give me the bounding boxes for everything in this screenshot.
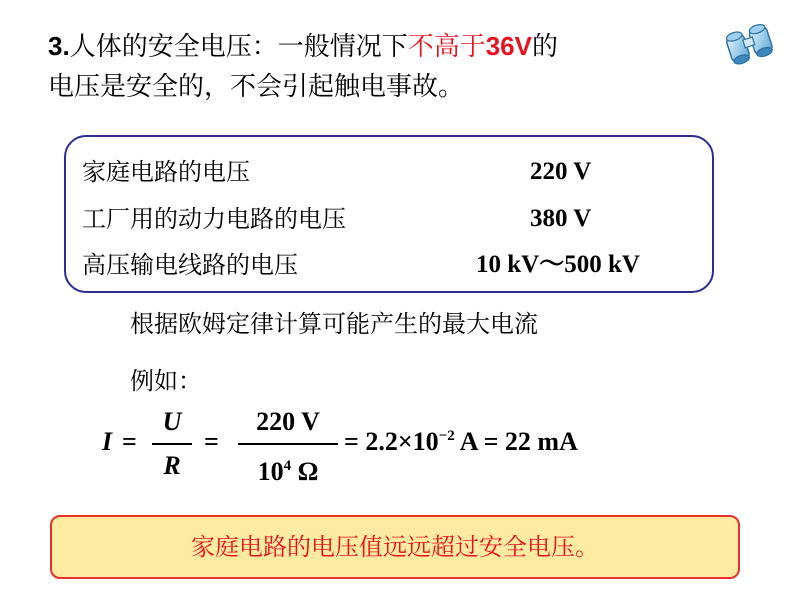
fraction-values bbox=[238, 405, 338, 486]
formula-lhs: I bbox=[102, 427, 113, 456]
heading-line-2: 电压是安全的，不会引起触电事故。 bbox=[48, 72, 465, 102]
voltage-label: 家庭电路的电压 bbox=[82, 158, 250, 186]
conclusion-box: 家庭电路的电压值远远超过安全电压。 bbox=[50, 515, 740, 579]
den-base: 10 bbox=[257, 457, 284, 486]
heading-highlight: 不高于 bbox=[407, 32, 486, 62]
result-exponent: −2 bbox=[438, 428, 455, 444]
fraction-bar bbox=[238, 443, 338, 445]
heading-text: 人体的安全电压：一般情况下 bbox=[69, 32, 408, 62]
result-part-1: = 2.2×10 bbox=[344, 427, 439, 456]
heading-number: 3. bbox=[48, 31, 70, 61]
voltage-value: 380 V bbox=[530, 205, 592, 232]
heading-text-end: 的 bbox=[531, 32, 558, 62]
fraction-numerator: U bbox=[162, 407, 182, 436]
fraction-u-over-r bbox=[152, 405, 192, 483]
result-part-2: A = 22 mA bbox=[454, 427, 578, 456]
fraction-bar bbox=[152, 443, 192, 445]
formula-result bbox=[344, 427, 578, 457]
fraction-denominator: R bbox=[163, 451, 181, 480]
heading-highlight-value: 36V bbox=[485, 31, 532, 61]
voltage-label: 工厂用的动力电路的电压 bbox=[82, 205, 346, 233]
fraction-denominator bbox=[238, 449, 338, 486]
current-formula bbox=[100, 405, 660, 485]
den-unit: Ω bbox=[291, 457, 319, 486]
example-label: 例如： bbox=[130, 367, 202, 395]
section-heading bbox=[48, 26, 698, 107]
voltage-label: 高压输电线路的电压 bbox=[82, 251, 298, 279]
voltage-list-box bbox=[64, 135, 714, 293]
binoculars-icon[interactable] bbox=[722, 20, 778, 66]
fraction-numerator: 220 V bbox=[256, 407, 320, 436]
voltage-value: 220 V bbox=[530, 158, 592, 185]
formula-equals: = bbox=[122, 427, 137, 456]
den-exponent: 4 bbox=[283, 458, 292, 474]
heading-line-1 bbox=[48, 26, 698, 67]
voltage-value: 10 kV～500 kV bbox=[476, 251, 640, 278]
ohm-law-note: 根据欧姆定律计算可能产生的最大电流 bbox=[130, 310, 538, 338]
formula-equals: = bbox=[204, 427, 219, 456]
